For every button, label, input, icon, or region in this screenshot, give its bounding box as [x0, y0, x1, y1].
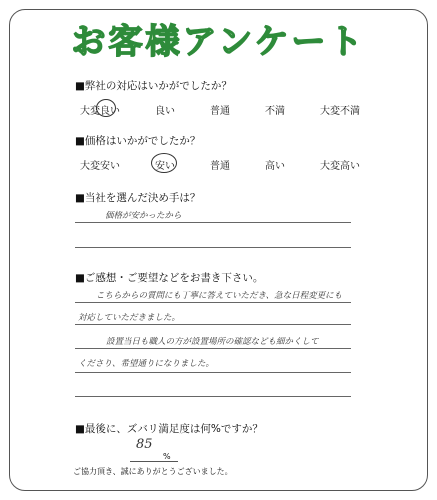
option-price-2[interactable]: [155, 157, 175, 172]
question-satisfaction: ■最後に、ズバリ満足度は何%ですか？: [75, 423, 263, 435]
selected-circle: [96, 99, 116, 117]
satisfaction-unit: %: [163, 452, 171, 461]
options-price: [80, 157, 360, 172]
question-price: ■価格はいかがでしたか？: [75, 135, 201, 147]
answer-line: [75, 222, 351, 223]
answer-line: [75, 302, 351, 303]
option-price-4[interactable]: 高い: [265, 161, 285, 172]
satisfaction-value: 85: [136, 437, 153, 452]
option-label: 安い: [155, 161, 175, 172]
option-service-5[interactable]: 大変不満: [320, 106, 360, 117]
option-price-1[interactable]: 大変安い: [80, 161, 120, 172]
options-service: [80, 102, 360, 117]
answer-line: [75, 372, 351, 373]
answer-line: [75, 324, 351, 325]
comment-line-3: 設置当日も職人の方が設置場所の確認なども細かくして: [106, 337, 319, 347]
option-service-4[interactable]: 不満: [265, 106, 285, 117]
answer-reason: 価格が安かったから: [105, 211, 182, 221]
question-reason: ■当社を選んだ決め手は？: [75, 192, 201, 204]
survey-title: お客様アンケート: [71, 22, 366, 62]
selected-circle: [151, 153, 177, 173]
comment-line-4: くださり、希望通りになりました。: [78, 359, 215, 369]
answer-line: [75, 247, 351, 248]
option-service-1[interactable]: [80, 102, 120, 117]
comment-line-1: こちらからの質問にも丁寧に答えていただき、急な日程変更にも: [96, 291, 343, 301]
thanks-text: ご協力頂き、誠にありがとうございました。: [73, 467, 233, 476]
option-label: 大変良い: [80, 106, 120, 117]
answer-line: [75, 348, 351, 349]
satisfaction-line: [130, 461, 178, 462]
question-comments: ■ご感想・ご要望などをお書き下さい。: [75, 272, 264, 284]
option-service-3[interactable]: 普通: [210, 106, 230, 117]
option-price-5[interactable]: 大変高い: [320, 161, 360, 172]
option-service-2[interactable]: 良い: [155, 106, 175, 117]
question-service: ■弊社の対応はいかがでしたか？: [75, 80, 232, 92]
option-price-3[interactable]: 普通: [210, 161, 230, 172]
answer-line: [75, 396, 351, 397]
comment-line-2: 対応していただきました。: [78, 313, 181, 323]
